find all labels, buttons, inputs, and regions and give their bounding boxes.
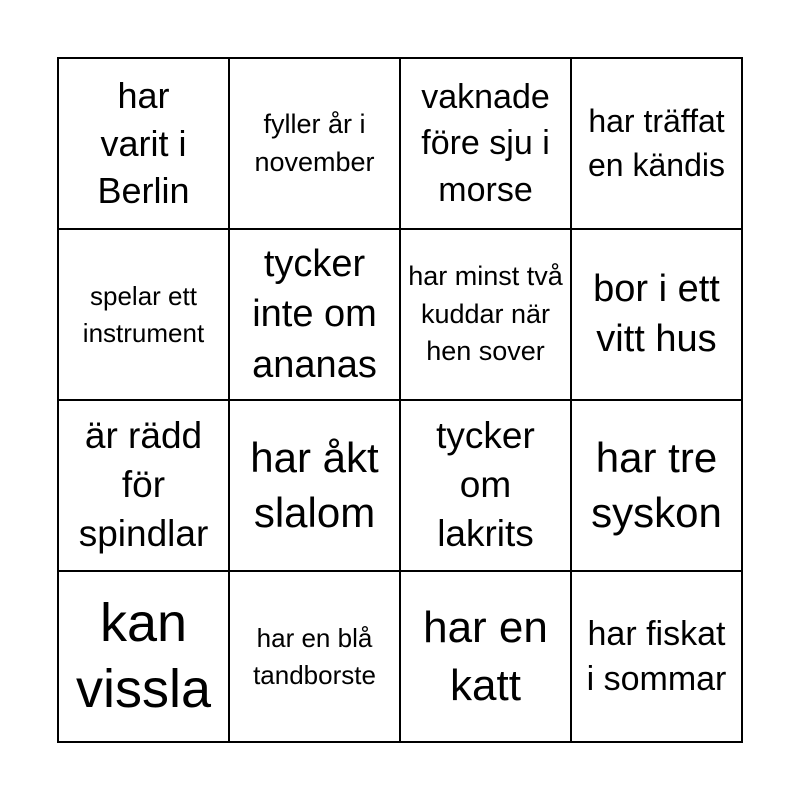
bingo-cell-text: vaknade före sju i morse <box>421 78 550 209</box>
bingo-cell[interactable] <box>58 571 229 742</box>
bingo-cell[interactable] <box>571 58 742 229</box>
bingo-cell-text: är rädd för spindlar <box>78 415 209 554</box>
bingo-cell-text: tycker inte om ananas <box>252 243 377 386</box>
bingo-cell[interactable] <box>229 571 400 742</box>
bingo-cell-text: kan vissla <box>75 592 212 719</box>
bingo-cell-text: har åkt slalom <box>250 433 379 536</box>
bingo-cell-text: tycker om lakrits <box>436 415 535 554</box>
bingo-cell[interactable] <box>400 571 571 742</box>
bingo-cell[interactable] <box>229 400 400 571</box>
bingo-cell[interactable] <box>229 229 400 400</box>
bingo-board <box>57 57 743 743</box>
bingo-cell[interactable] <box>571 229 742 400</box>
bingo-cell-text: har tre syskon <box>591 433 722 536</box>
bingo-cell[interactable] <box>400 229 571 400</box>
bingo-cell[interactable] <box>571 571 742 742</box>
bingo-cell-text: har varit i Berlin <box>97 75 190 212</box>
bingo-cell-text: har fiskat i sommar <box>586 614 727 698</box>
bingo-cell-text: har en katt <box>423 603 548 710</box>
bingo-cell[interactable] <box>229 58 400 229</box>
bingo-cell[interactable] <box>400 400 571 571</box>
bingo-cell-text: har träffat en kändis <box>588 102 725 183</box>
bingo-cell[interactable] <box>400 58 571 229</box>
bingo-cell-text: bor i ett vitt hus <box>593 268 720 360</box>
bingo-cell[interactable] <box>58 58 229 229</box>
bingo-cell-text: har en blå tandborste <box>253 623 376 690</box>
bingo-cell-text: spelar ett instrument <box>82 281 205 348</box>
bingo-cell[interactable] <box>58 400 229 571</box>
bingo-cell-text: har minst två kuddar när hen sover <box>408 260 563 367</box>
bingo-cell[interactable] <box>58 229 229 400</box>
bingo-cell[interactable] <box>571 400 742 571</box>
bingo-cell-text: fyller år i november <box>254 108 375 177</box>
